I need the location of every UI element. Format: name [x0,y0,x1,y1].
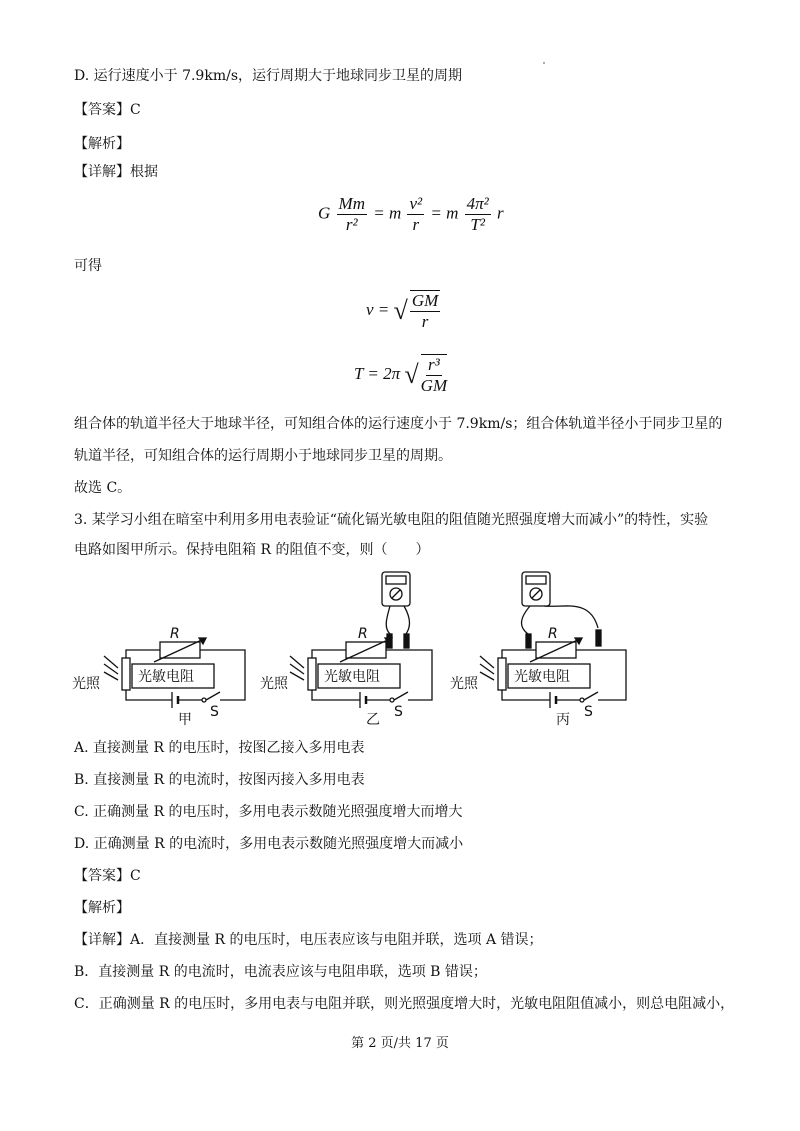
q2-answer: 【答案】C [74,102,141,118]
equation-period [354,354,449,396]
q3-option-d: D. 正确测量 R 的电流时，多用电表示数随光照强度增大而减小 [74,836,464,852]
equation-gravity [318,194,504,235]
eq1-f3-num: 4π² [466,194,489,213]
resistor-label-yi: R [358,626,368,642]
q3-detail-c: C．正确测量 R 的电压时，多用电表与电阻并联，则光照强度增大时，光敏电阻阻值减小，则总电阻减小， [74,996,735,1012]
q3-detail-a: 【详解】A．直接测量 R 的电压时，电压表应该与电阻并联，选项 A 错误； [74,932,543,948]
eq1-f1-den: r² [345,215,358,234]
sqrt-sign: √ [393,296,408,325]
sqrt-sign: √ [404,360,419,389]
eq1-f3-den: T² [470,215,485,234]
light-label-bing: 光照 [450,676,478,692]
eq1-frac1 [337,194,367,235]
photoresistor-label-yi: 光敏电阻 [324,669,380,685]
eq3-frac [421,354,447,396]
switch-label-jia: S [210,704,219,720]
q3-option-a: A. 直接测量 R 的电压时，按图乙接入多用电表 [74,740,365,756]
photoresistor-label-jia: 光敏电阻 [138,669,194,685]
q2-conclusion: 故选 C。 [74,480,132,496]
q3-detail-b: B．直接测量 R 的电流时，电流表应该与电阻串联，选项 B 错误； [74,964,487,980]
q3-stem-line1: 3. 某学习小组在暗室中利用多用电表验证“硫化镉光敏电阻的阻值随光照强度增大而减小”的特性，实验 [74,512,709,528]
can-get: 可得 [74,258,102,274]
scan-speck [543,62,545,64]
eq1-frac2 [407,194,424,235]
page-footer: 第 2 页/共 17 页 [351,1036,449,1051]
q2-detail-intro: 【详解】根据 [74,164,158,180]
eq1-tail: r [497,203,504,223]
q2-para1-line1: 组合体的轨道半径大于地球半径，可知组合体的运行速度小于 7.9km/s；组合体轨道半径小于同步卫星的 [74,416,723,432]
eq3-lhs: T = 2π [354,363,401,383]
q2-para1-line2: 轨道半径，可知组合体的运行周期小于地球同步卫星的周期。 [74,448,452,464]
eq2-den: r [421,312,429,331]
eq1-f1-num: Mm [338,194,365,213]
q3-analysis: 【解析】 [74,900,130,916]
fig-label-yi: 乙 [366,712,380,728]
eq1-eq2: = m [430,203,459,223]
q2-option-d: D. 运行速度小于 7.9km/s，运行周期大于地球同步卫星的周期 [74,68,462,84]
eq2-num: GM [411,291,439,310]
resistor-label-bing: R [548,626,558,642]
circuit-diagrams [70,568,650,728]
eq1-g: G [318,203,331,223]
eq1-frac3 [465,194,491,235]
switch-label-yi: S [394,704,403,720]
eq3-num: r³ [428,355,440,374]
fig-label-jia: 甲 [178,712,192,728]
eq1-eq: = m [373,203,402,223]
eq1-f2-den: r [412,215,420,234]
q3-stem-line2: 电路如图甲所示。保持电阻箱 R 的阻值不变，则（ ） [74,542,430,558]
q3-answer: 【答案】C [74,868,141,884]
q3-option-b: B. 直接测量 R 的电流时，按图丙接入多用电表 [74,772,365,788]
q3-option-c: C. 正确测量 R 的电压时，多用电表示数随光照强度增大而增大 [74,804,463,820]
light-label-yi: 光照 [260,676,288,692]
eq2-lhs: v = [366,299,390,319]
switch-label-bing: S [584,704,593,720]
eq3-den: GM [420,376,448,395]
eq2-frac [410,290,440,332]
fig-label-bing: 丙 [556,712,570,728]
q2-analysis: 【解析】 [74,136,130,152]
eq1-f2-num: v² [409,194,423,213]
resistor-label-jia: R [170,626,180,642]
light-label-jia: 光照 [72,676,100,692]
equation-velocity [366,290,442,332]
photoresistor-label-bing: 光敏电阻 [514,669,570,685]
